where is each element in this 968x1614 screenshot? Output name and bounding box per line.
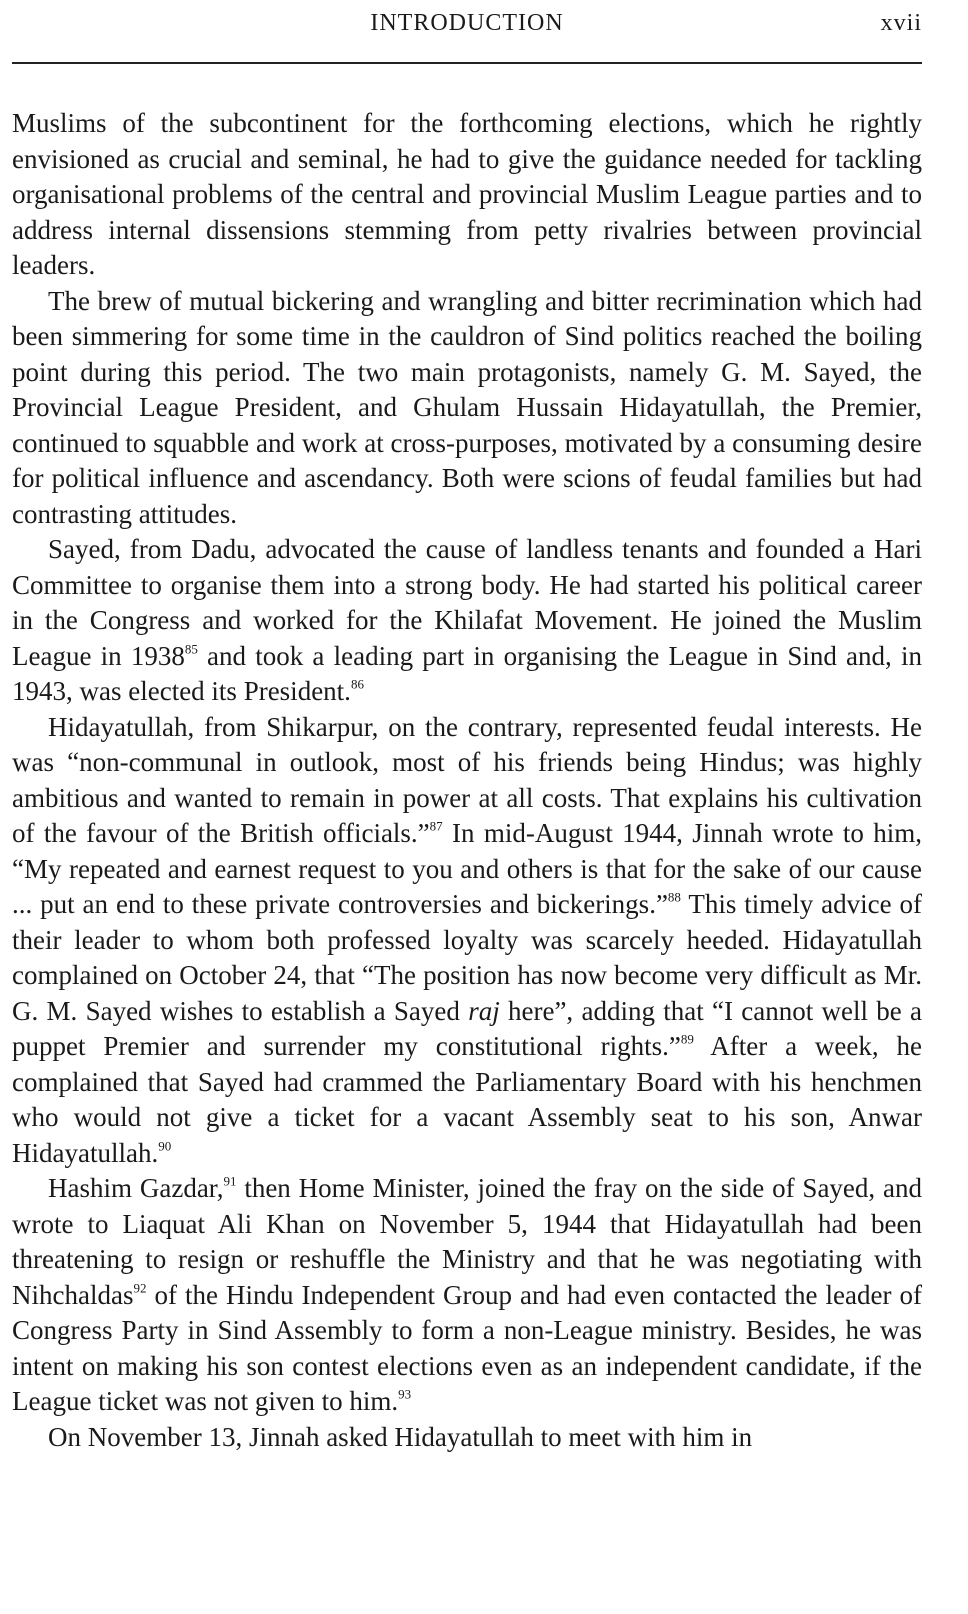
text-run: In mid-August 1944, Jinnah wrote to him, “My repeated and earnest request to you and others is that for the sake of our cause ... put an end to these private controversies and bickerings.”	[12, 818, 923, 919]
text-run: of the Hindu Independent Group and had even contacted the leader of Congress Party in Sind Assembly to form a non-League ministry. Besides, he was intent on making his son contest elections even as an independent candidate, if the League ticket was not given to him.	[12, 1279, 922, 1416]
text-run: here”, adding that “I cannot well be a puppet Premier and surrender my constitutional rights.”	[12, 995, 922, 1061]
running-title: INTRODUCTION	[370, 10, 564, 36]
paragraph	[12, 1420, 922, 1456]
footnote-ref: 86	[350, 676, 364, 692]
body-text	[12, 106, 922, 1455]
page-number: xvii	[880, 10, 922, 36]
italic-term: raj	[468, 995, 500, 1026]
text-run: Hidayatullah, from Shikarpur, on the contrary, represented feudal interests. He was “non-communal in outlook, most of his friends being Hindus; was highly ambitious and wanted to remain in power at all costs. That explains his cultivation of the favour of the British officials.”	[12, 711, 922, 848]
text-run: Hashim Gazdar,	[48, 1173, 224, 1203]
footnote-ref: 91	[223, 1173, 237, 1189]
footnote-ref: 90	[158, 1137, 172, 1153]
text-run: Sayed, from Dadu, advocated the cause of landless tenants and founded a Hari Committee to organise them into a strong body. He had started his political career in the Congress and worked for the Khilafat Movement. He joined the Muslim League in 1938	[12, 534, 922, 671]
paragraph	[12, 710, 922, 1172]
paragraph	[12, 532, 922, 710]
footnote-ref: 89	[680, 1031, 694, 1047]
footnote-ref: 87	[429, 818, 443, 834]
paragraph	[12, 1171, 922, 1420]
paragraph	[12, 284, 922, 533]
footnote-ref: 85	[184, 640, 198, 656]
text-run: The brew of mutual bickering and wrangling and bitter recrimination which had been simmering for some time in the cauldron of Sind politics reached the boiling point during this period. The two main protagonists, namely G. M. Sayed, the Provincial League President, and Ghulam Hussain Hidayatullah, the Premier, continued to squabble and work at cross-purposes, motivated by a consuming desire for political influence and ascendancy. Both were scions of feudal families but had contrasting attitudes.	[12, 285, 922, 529]
footnote-ref: 88	[667, 889, 681, 905]
text-run: This timely advice of their leader to whom both professed loyalty was scarcely heeded. Hidayatullah complained on October 24, that “The position has now become very difficult as Mr. G. M. Sayed wishes to establish a Sayed	[12, 889, 922, 1026]
text-run: and took a leading part in organising the League in Sind and, in 1943, was elected its President.	[12, 640, 922, 706]
text-run: then Home Minister, joined the fray on the side of Sayed, and wrote to Liaquat Ali Khan on November 5, 1944 that Hidayatullah had been threatening to resign or reshuffle the Ministry and that he was negotiating with Nihchaldas	[12, 1173, 922, 1310]
header-rule	[12, 62, 922, 64]
text-run: On November 13, Jinnah asked Hidayatullah to meet with him in	[48, 1421, 753, 1452]
footnote-ref: 93	[398, 1386, 412, 1402]
paragraph	[12, 106, 922, 284]
running-head	[12, 10, 922, 46]
book-page	[12, 0, 922, 1614]
footnote-ref: 92	[133, 1279, 147, 1295]
text-run: Muslims of the subcontinent for the forthcoming elections, which he rightly envisioned as crucial and seminal, he had to give the guidance needed for tackling organisational problems of the central and provincial Muslim League parties and to address internal dissensions stemming from petty rivalries between provincial leaders.	[12, 108, 922, 280]
text-run: After a week, he complained that Sayed had crammed the Parliamentary Board with his henchmen who would not give a ticket for a vacant Assembly seat to his son, Anwar Hidayatullah.	[12, 1031, 922, 1168]
